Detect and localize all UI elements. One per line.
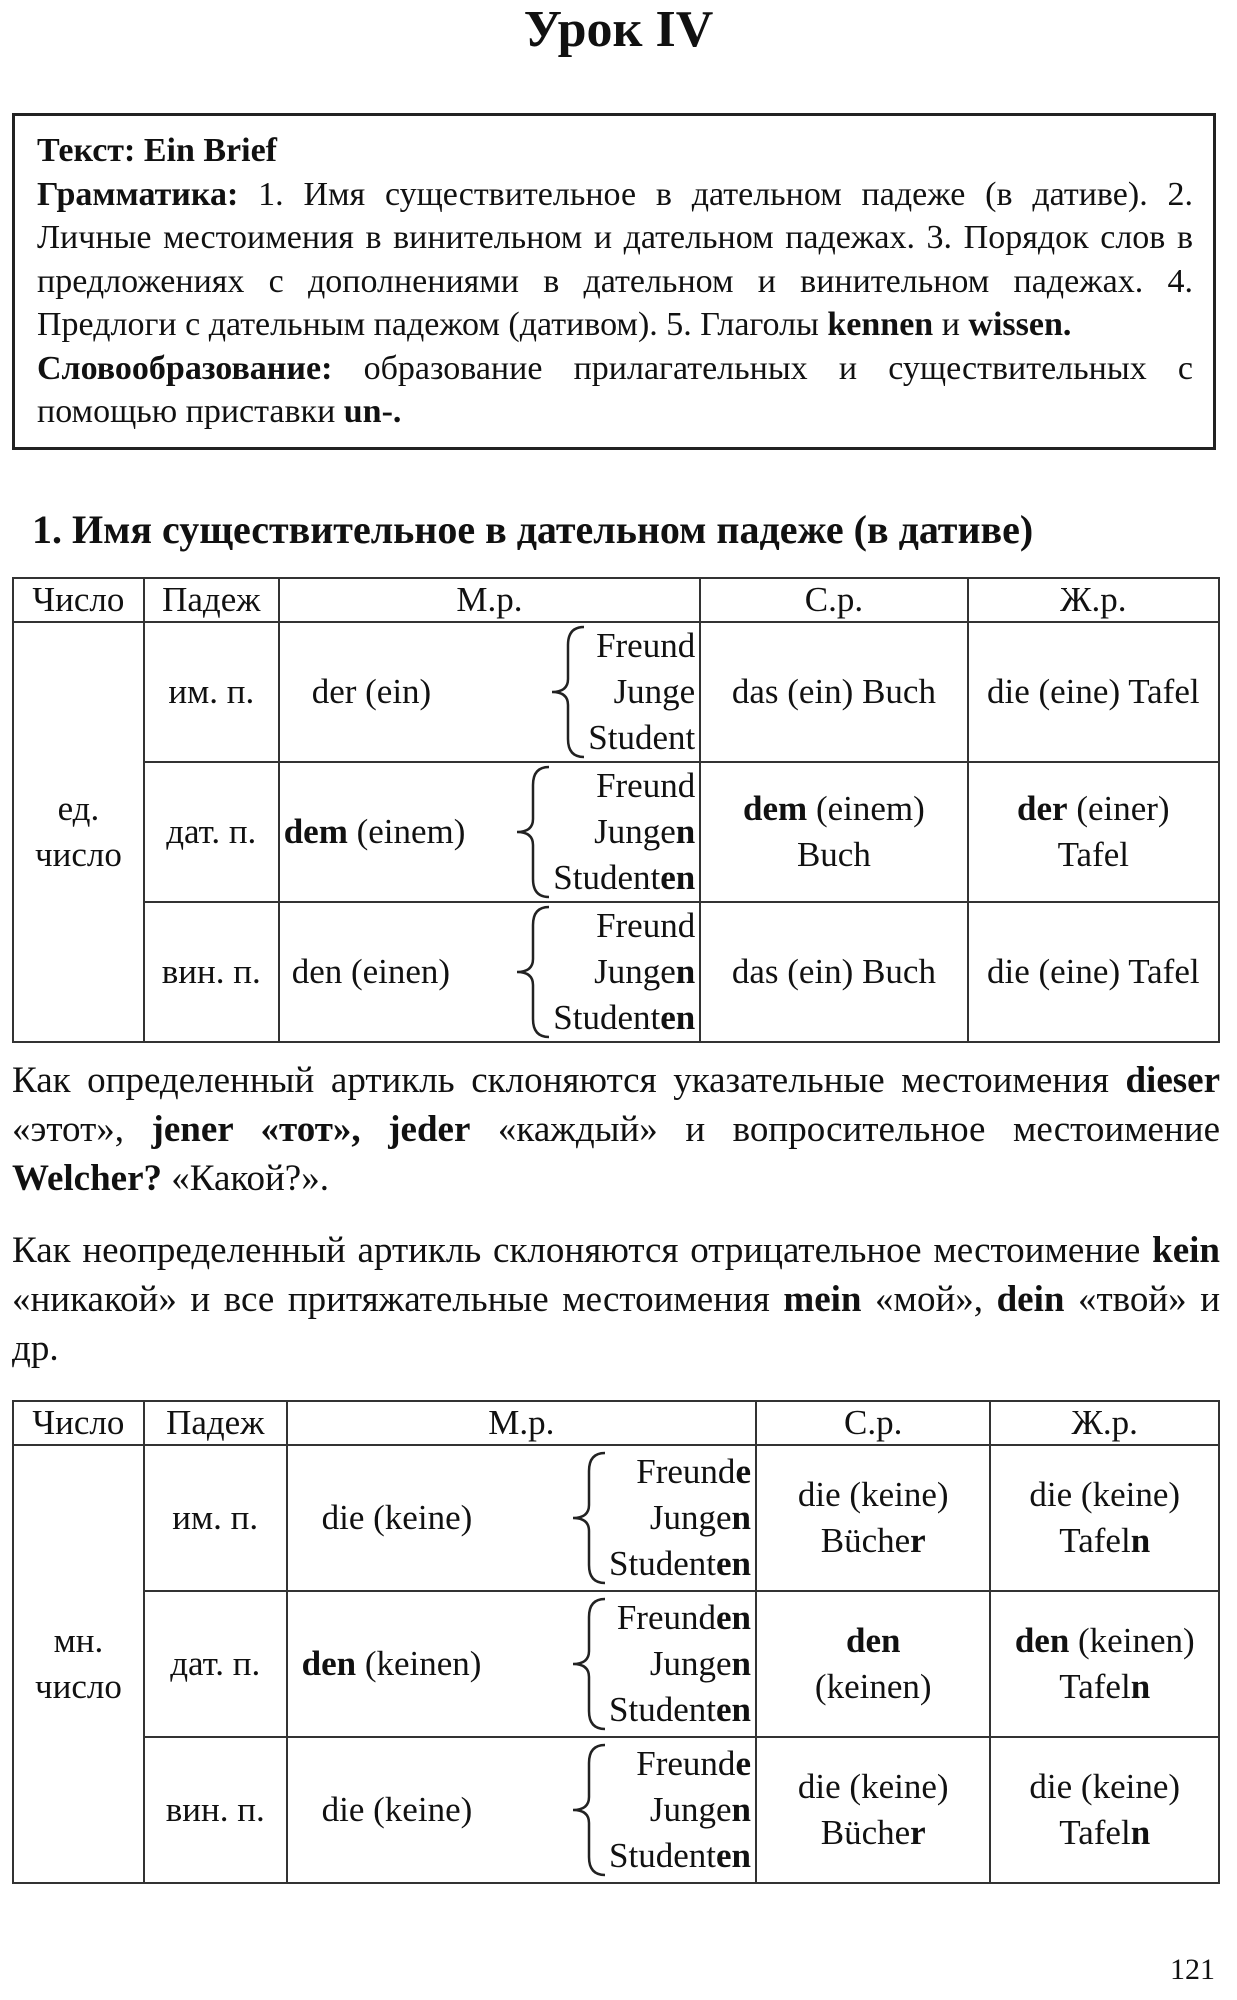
prefix-un: un-. (343, 393, 402, 430)
para-text: «каждый» и вопросительное местоимение (497, 1109, 1220, 1150)
noun-stem: Tafel (1059, 1667, 1131, 1706)
article-rest: (keinen) (356, 1644, 482, 1683)
para-text: «этот», (12, 1109, 124, 1150)
article-bold: dem (743, 789, 808, 828)
noun (609, 1741, 751, 1787)
table-row (13, 1591, 1219, 1737)
section-heading: 1. Имя существительное в дательном падеже (в дативе) (32, 507, 1034, 552)
masc-article (302, 1641, 482, 1687)
number-cell (13, 622, 144, 1042)
para-word: mein (783, 1279, 862, 1320)
noun (609, 1833, 751, 1879)
noun-ending: n (1130, 1521, 1151, 1560)
table-row (13, 622, 1219, 762)
noun (553, 855, 695, 901)
noun-ending: r (910, 1813, 926, 1852)
wordformation-label: Словообразование: (37, 349, 333, 387)
verb-kennen: kennen (827, 306, 934, 343)
number-label-line: число (35, 835, 122, 874)
noun-ending: e (735, 1744, 751, 1783)
noun-stem: Student (609, 1544, 716, 1583)
case-cell: вин. п. (144, 1737, 287, 1883)
noun (553, 903, 695, 949)
noun-stem: Student (609, 1690, 716, 1729)
para-word: Welcher? (12, 1158, 163, 1199)
wordformation-text: образование прилагательных и существительных с помощью приставки (37, 349, 1193, 430)
noun (609, 1595, 751, 1641)
fem-noun: Tafel (1057, 835, 1129, 874)
para-word: dein (996, 1279, 1065, 1320)
noun-stem: Tafel (1059, 1521, 1131, 1560)
number-label-line: число (34, 1667, 122, 1706)
noun (609, 1541, 751, 1587)
paragraph-definite (12, 1056, 1220, 1203)
noun-list (588, 623, 695, 761)
and-word: и (941, 306, 960, 343)
noun-ending: en (715, 1836, 751, 1875)
noun-stem: Student (609, 1836, 716, 1875)
fem-article (991, 1618, 1218, 1664)
article-rest: (einem) (807, 789, 925, 828)
noun-ending: r (910, 1521, 926, 1560)
brace-icon (548, 623, 588, 761)
para-text: «твой» и др. (12, 1279, 1221, 1369)
noun: Student (588, 718, 696, 757)
brace-icon (569, 1449, 609, 1587)
neut-article: den (845, 1621, 901, 1660)
noun: Freund (596, 626, 696, 665)
case-cell: дат. п. (144, 762, 279, 902)
table-row (13, 762, 1219, 902)
noun-list (609, 1741, 751, 1879)
para-text: «Какой?». (171, 1158, 329, 1199)
noun-ending: n (1130, 1813, 1151, 1852)
noun (609, 1687, 751, 1733)
fem-cell (968, 762, 1219, 902)
noun-stem: Junge (649, 1790, 732, 1829)
article-bold: den (301, 1644, 357, 1683)
masc-cell (279, 762, 701, 902)
masc-article (284, 809, 466, 855)
header-neut: С.р. (700, 578, 967, 622)
summary-wordformation (37, 347, 1193, 434)
masc-cell (287, 1445, 756, 1591)
fem-cell (990, 1445, 1219, 1591)
fem-noun (991, 1518, 1218, 1564)
noun-stem: Student (553, 858, 661, 897)
noun-stem: Freund (596, 906, 696, 945)
neut-noun (757, 1518, 989, 1564)
para-text: «никакой» и все притяжательные местоимения (12, 1279, 770, 1320)
fem-article: die (keine) (1029, 1475, 1181, 1514)
noun-ending: e (735, 1452, 751, 1491)
header-number: Число (13, 1401, 144, 1445)
brace-icon (513, 903, 553, 1041)
fem-cell (990, 1591, 1219, 1737)
noun-list (609, 1449, 751, 1587)
case-cell: им. п. (144, 1445, 287, 1591)
neut-cell (756, 1737, 990, 1883)
noun-stem: Student (553, 998, 661, 1037)
case-cell: вин. п. (144, 902, 279, 1042)
fem-article: die (keine) (1029, 1767, 1181, 1806)
para-word: dieser (1125, 1060, 1221, 1101)
para-word: kein (1152, 1230, 1221, 1271)
noun-ending: en (660, 858, 696, 897)
article-rest: (einer) (1067, 789, 1170, 828)
header-case: Падеж (144, 1401, 287, 1445)
noun-ending: n (731, 1790, 751, 1829)
header-fem: Ж.р. (968, 578, 1219, 622)
noun-stem: Büche (820, 1813, 911, 1852)
noun-ending: n (731, 1498, 751, 1537)
neut-noun: Buch (796, 835, 871, 874)
neut-noun (757, 1810, 989, 1856)
masc-article: den (einen) (291, 952, 451, 991)
neut-cell (756, 1445, 990, 1591)
brace-icon (569, 1595, 609, 1733)
noun (553, 809, 695, 855)
fem-cell: die (eine) Tafel (968, 622, 1219, 762)
page-number: 121 (1170, 1953, 1215, 1986)
noun (609, 1641, 751, 1687)
neut-cell (756, 1591, 990, 1737)
noun-ending: n (731, 1644, 751, 1683)
noun-stem: Tafel (1059, 1813, 1131, 1852)
brace-icon (569, 1741, 609, 1879)
article-rest: (keinen) (1069, 1621, 1195, 1660)
plural-declension-table (12, 1400, 1220, 1884)
noun (553, 949, 695, 995)
fem-noun (991, 1664, 1218, 1710)
noun-ending: en (715, 1690, 751, 1729)
text-value: Ein Brief (143, 132, 278, 169)
article-bold: der (1017, 789, 1068, 828)
number-label-line: ед. (57, 789, 100, 828)
table-row (13, 1737, 1219, 1883)
masc-article: die (keine) (321, 1498, 473, 1537)
case-cell: им. п. (144, 622, 279, 762)
noun-ending: en (715, 1544, 751, 1583)
noun-ending: en (660, 998, 696, 1037)
grammar-label: Грамматика: (37, 175, 239, 213)
header-masc: М.р. (287, 1401, 756, 1445)
noun-stem: Büche (820, 1521, 911, 1560)
brace-icon (513, 763, 553, 901)
masc-cell (279, 902, 701, 1042)
neut-article-rest: (keinen) (814, 1667, 932, 1706)
case-cell: дат. п. (144, 1591, 287, 1737)
noun-stem: Junge (594, 952, 676, 991)
lesson-title: Урок IV (523, 1, 714, 58)
table-row (13, 902, 1219, 1042)
table-row (13, 1445, 1219, 1591)
text-label: Текст: (37, 132, 136, 169)
neut-cell: das (ein) Buch (700, 622, 967, 762)
neut-article (701, 786, 966, 832)
noun (553, 763, 695, 809)
noun (553, 995, 695, 1041)
noun-ending: n (675, 952, 696, 991)
header-number: Число (13, 578, 144, 622)
masc-cell (287, 1591, 756, 1737)
fem-cell (990, 1737, 1219, 1883)
noun-list (553, 763, 695, 901)
para-word: jener «тот», jeder (151, 1109, 471, 1150)
header-neut: С.р. (756, 1401, 990, 1445)
noun-stem: Junge (594, 812, 676, 851)
noun (609, 1449, 751, 1495)
noun-ending: en (715, 1598, 751, 1637)
noun (609, 1787, 751, 1833)
noun-stem: Freund (616, 1598, 716, 1637)
number-label-line: мн. (53, 1621, 104, 1660)
masc-article: die (keine) (321, 1790, 473, 1829)
noun (609, 1495, 751, 1541)
para-text: Как определенный артикль склоняются указательные местоимения (12, 1060, 1109, 1101)
neut-cell (700, 762, 967, 902)
lesson-summary-box (12, 113, 1216, 450)
number-cell (13, 1445, 144, 1883)
summary-text-line (37, 129, 1193, 173)
header-case: Падеж (144, 578, 279, 622)
article-bold: dem (283, 812, 348, 851)
masc-cell (287, 1737, 756, 1883)
masc-cell (279, 622, 701, 762)
noun-ending: n (1130, 1667, 1151, 1706)
neut-article: die (keine) (797, 1767, 949, 1806)
para-text: «мой», (875, 1279, 984, 1320)
fem-cell: die (eine) Tafel (968, 902, 1219, 1042)
noun: Junge (613, 672, 696, 711)
noun-stem: Freund (596, 766, 696, 805)
noun-stem: Junge (649, 1644, 732, 1683)
article-rest: (einem) (347, 812, 466, 851)
noun-list (609, 1595, 751, 1733)
noun-list (553, 903, 695, 1041)
noun-stem: Junge (649, 1498, 732, 1537)
paragraph-indefinite (12, 1226, 1220, 1373)
table-header-row (13, 1401, 1219, 1445)
fem-article (969, 786, 1218, 832)
neut-cell: das (ein) Buch (700, 902, 967, 1042)
article-bold: den (1014, 1621, 1070, 1660)
singular-declension-table (12, 577, 1220, 1043)
fem-noun (991, 1810, 1218, 1856)
para-text: Как неопределенный артикль склоняются отрицательное местоимение (12, 1230, 1141, 1271)
masc-article: der (ein) (311, 672, 432, 711)
grammar-topics: 1. Имя существительное в дательном падеже (в дативе). 2. Личные местоимения в винительном и дательном падежах. 3. Порядок слов в предложениях с дополнениями в дательном и винительном падежах. 4. Предлоги с дательным падежом (дативом). 5. Глаголы (37, 175, 1194, 343)
noun-ending: n (675, 812, 696, 851)
header-masc: М.р. (279, 578, 701, 622)
summary-grammar (37, 173, 1193, 347)
noun-stem: Freund (636, 1452, 736, 1491)
header-fem: Ж.р. (990, 1401, 1219, 1445)
verb-wissen: wissen. (968, 306, 1072, 343)
neut-article: die (keine) (797, 1475, 949, 1514)
noun-stem: Freund (636, 1744, 736, 1783)
table-header-row (13, 578, 1219, 622)
